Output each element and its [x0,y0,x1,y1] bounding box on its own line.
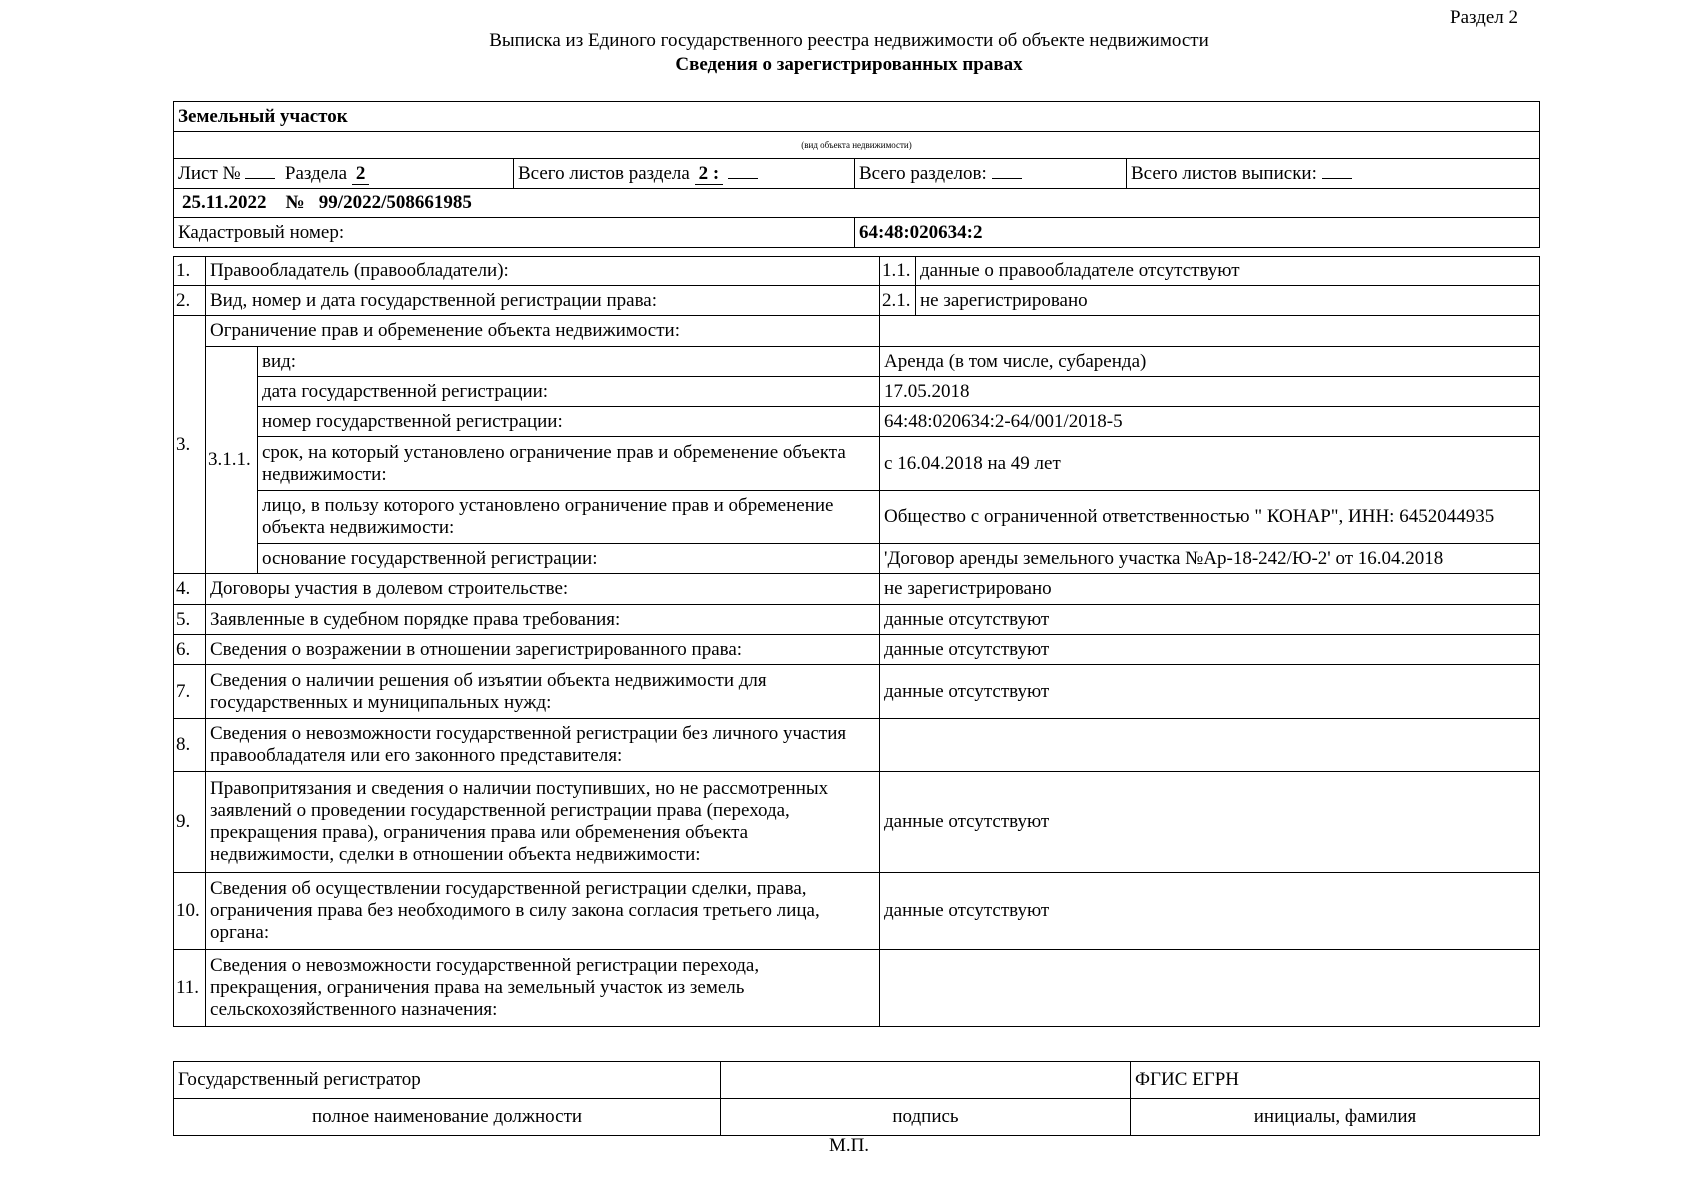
rights-table [173,256,1539,1027]
row-value: данные отсутствуют [880,772,1540,873]
stamp-place: М.П. [828,1135,870,1156]
row-value: Общество с ограниченной ответственностью " КОНАР", ИНН: 6452044935 [880,491,1540,544]
row-value: 64:48:020634:2-64/001/2018-5 [880,407,1540,437]
row-label: Сведения о невозможности государственной регистрации без личного участия правообладателя или его законного представителя: [206,719,880,772]
row-label: Сведения о наличии решения об изъятии объекта недвижимости для государственных и муниципальных нужд: [206,665,880,719]
row-number: 5. [174,605,206,635]
table-row [174,950,1540,1027]
row-number: 8. [174,719,206,772]
row-subnumber: 1.1. [880,257,916,286]
total-sections-cell [855,159,1127,189]
caption-name: инициалы, фамилия [1131,1099,1540,1136]
doc-number: 99/2022/508661985 [318,192,472,213]
row-label: вид: [258,347,880,377]
row-number: 3. [174,316,206,574]
section-label: Раздел 2 [1450,7,1518,28]
table-row [174,772,1540,873]
row-number: 2. [174,286,206,316]
row-value: 17.05.2018 [880,377,1540,407]
document-title: Выписка из Единого государственного реестра недвижимости об объекте недвижимости [489,30,1209,51]
total-sections-label: Всего разделов: [859,163,987,184]
total-extract-sheets-label: Всего листов выписки: [1131,163,1317,184]
table-row [174,605,1540,635]
sheet-label: Лист № [178,163,241,184]
row-value: данные отсутствуют [880,665,1540,719]
registrar-signature [721,1062,1131,1099]
table-row [174,635,1540,665]
caption-position: полное наименование должности [174,1099,721,1136]
row-number: 11. [174,950,206,1027]
total-sheets-label: Всего листов раздела [518,163,690,184]
table-row [174,665,1540,719]
row-label: дата государственной регистрации: [258,377,880,407]
row-value: с 16.04.2018 на 49 лет [880,437,1540,491]
sheet-number-cell [174,159,514,189]
row-value: данные отсутствуют [880,873,1540,950]
sheet-number-blank [245,162,275,179]
row-label: лицо, в пользу которого установлено ограничение прав и обременение объекта недвижимости: [258,491,880,544]
signature-block [173,1061,1539,1136]
table-row [174,377,1540,407]
row-value: не зарегистрировано [916,286,1540,316]
row-subnumber: 2.1. [880,286,916,316]
section-of-sheet-label: Раздела [284,163,348,184]
row-label: номер государственной регистрации: [258,407,880,437]
row-label: Договоры участия в долевом строительстве: [206,574,880,605]
registrar-name: ФГИС ЕГРН [1131,1062,1540,1099]
row-label: Вид, номер и дата государственной регистрации права: [206,286,880,316]
caption-signature: подпись [721,1099,1131,1136]
table-row [174,316,1540,347]
object-type-caption: (вид объекта недвижимости) [174,132,1540,159]
table-row [174,347,1540,377]
table-row [174,286,1540,316]
row-number: 4. [174,574,206,605]
table-row [174,407,1540,437]
total-sheets-cell [514,159,855,189]
row-label: Сведения о невозможности государственной регистрации перехода, прекращения, ограничения права на земельный участок из земель сельскохозяйственного назначения: [206,950,880,1027]
table-row [174,257,1540,286]
table-row [174,719,1540,772]
row-value: данные отсутствуют [880,635,1540,665]
table-row [174,544,1540,574]
row-value: Аренда (в том числе, субаренда) [880,347,1540,377]
row-label: Сведения об осуществлении государственной регистрации сделки, права, ограничения права без необходимого в силу закона согласия третьего лица, органа: [206,873,880,950]
cadastral-label: Кадастровый номер: [174,218,855,248]
row-value: 'Договор аренды земельного участка №Ар-18-242/Ю-2' от 16.04.2018 [880,544,1540,574]
doc-date-number [174,189,1540,218]
total-sheets-blank [728,162,758,179]
section-of-sheet-value: 2 [352,163,370,185]
row-number: 9. [174,772,206,873]
table-row [174,873,1540,950]
row-label: Ограничение прав и обременение объекта недвижимости: [206,316,880,347]
row-number: 6. [174,635,206,665]
row-number: 7. [174,665,206,719]
total-extract-sheets-cell [1127,159,1540,189]
doc-date: 25.11.2022 [182,192,267,213]
total-sheets-value: 2 : [695,163,724,185]
table-row [174,491,1540,544]
object-type: Земельный участок [174,102,1540,132]
row-label: Правообладатель (правообладатели): [206,257,880,286]
cadastral-number: 64:48:020634:2 [855,218,1540,248]
row-label: Сведения о возражении в отношении зарегистрированного права: [206,635,880,665]
row-label: Правопритязания и сведения о наличии поступивших, но не рассмотренных заявлений о проведении государственной регистрации права (перехода, прекращения права), ограничения права или обременения объекта недвижимости, сделки в отношении объекта недвижимости: [206,772,880,873]
row-value: данные о правообладателе отсутствуют [916,257,1540,286]
row-value: не зарегистрировано [880,574,1540,605]
row-number: 10. [174,873,206,950]
total-sections-blank [992,162,1022,179]
row-value [880,950,1540,1027]
table-row [174,574,1540,605]
header-block [173,101,1539,248]
row-label: Заявленные в судебном порядке права требования: [206,605,880,635]
row-value: данные отсутствуют [880,605,1540,635]
row-value [880,719,1540,772]
row-value [880,316,1540,347]
total-extract-sheets-blank [1322,162,1352,179]
doc-number-sign: № [285,192,305,213]
document-subtitle: Сведения о зарегистрированных правах [675,54,1023,75]
row-number: 1. [174,257,206,286]
row-label: срок, на который установлено ограничение прав и обременение объекта недвижимости: [258,437,880,491]
table-row [174,437,1540,491]
row-subnumber: 3.1.1. [206,347,258,574]
row-label: основание государственной регистрации: [258,544,880,574]
registrar-position: Государственный регистратор [174,1062,721,1099]
